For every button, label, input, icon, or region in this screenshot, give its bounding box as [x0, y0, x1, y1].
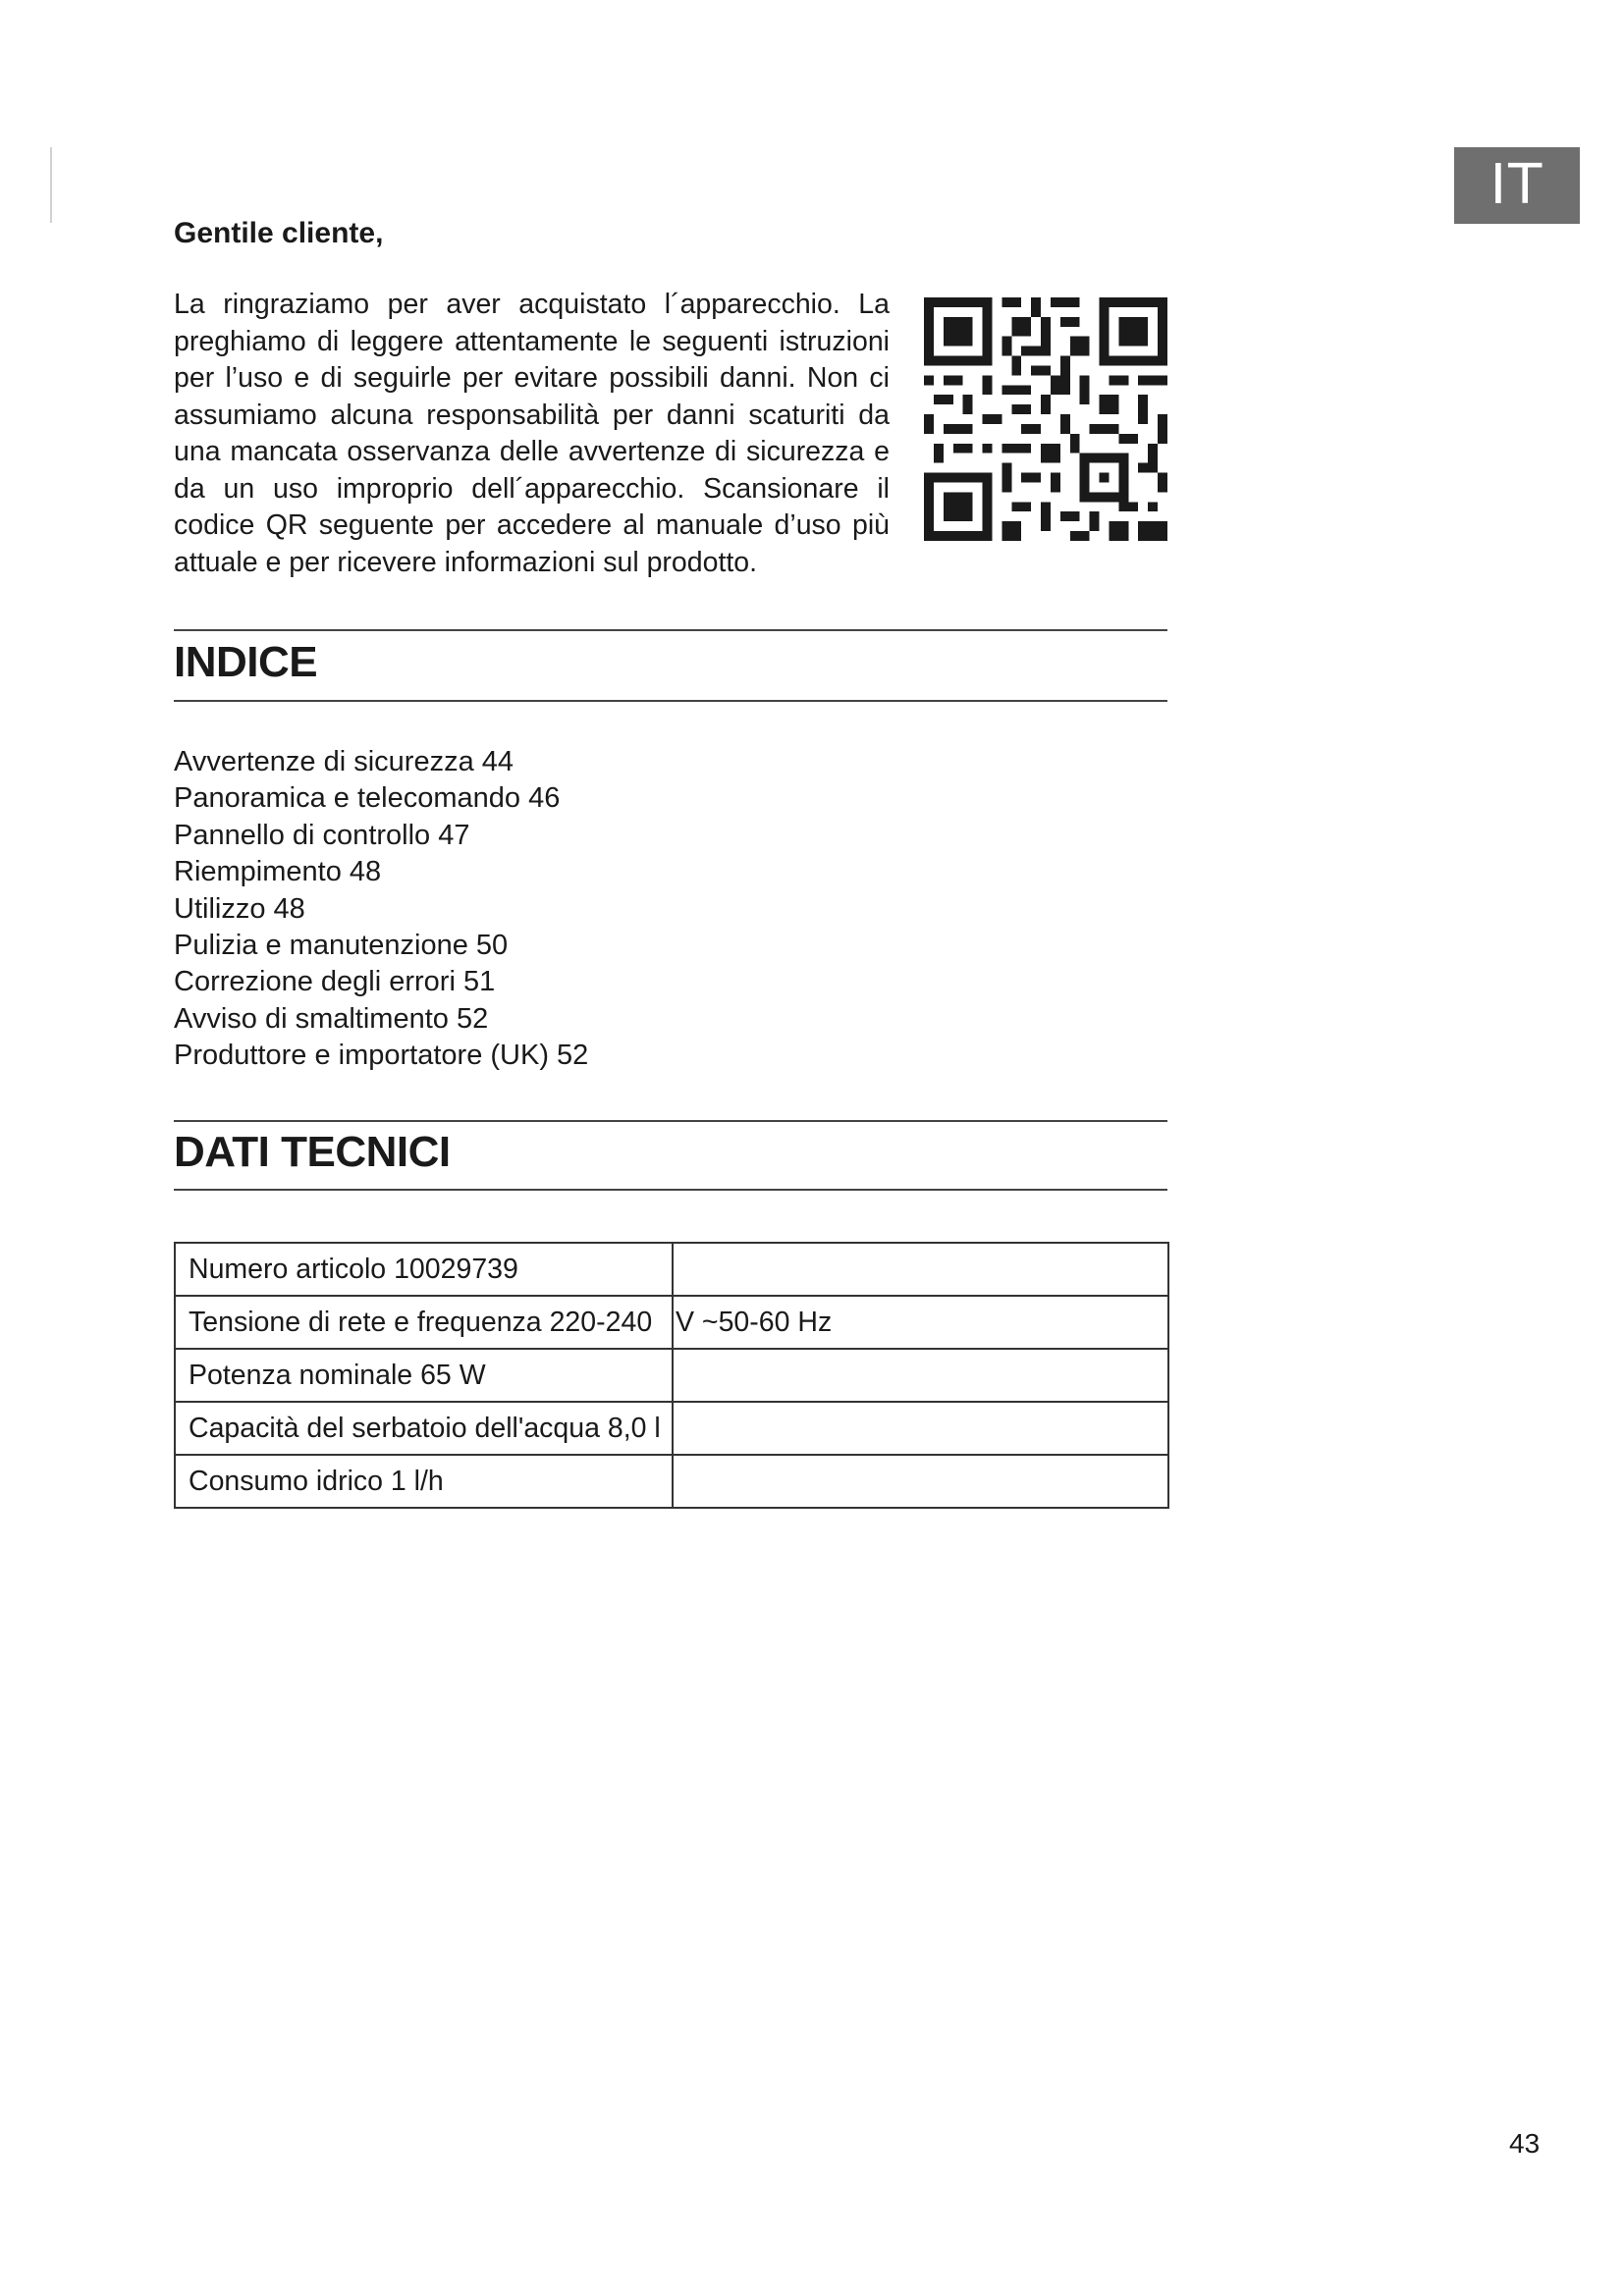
qr-code-icon [924, 297, 1167, 541]
toc-item: Riempimento 48 [174, 856, 382, 888]
table-cell: V ~50-60 Hz [673, 1296, 1168, 1349]
margin-line [50, 147, 52, 223]
technical-data-table [174, 1242, 1169, 1509]
table-cell: Numero articolo 10029739 [175, 1243, 673, 1296]
table-row [175, 1455, 1168, 1508]
page-number: 43 [1509, 2128, 1541, 2159]
table-cell: Tensione di rete e frequenza 220-240 [175, 1296, 673, 1349]
table-cell: Potenza nominale 65 W [175, 1349, 673, 1402]
index-heading: INDICE [174, 638, 318, 686]
toc-item: Produttore e importatore (UK) 52 [174, 1040, 589, 1072]
toc-item: Avviso di smaltimento 52 [174, 1002, 489, 1035]
table-of-contents [174, 744, 588, 1075]
toc-item: Utilizzo 48 [174, 892, 305, 925]
toc-item: Pannello di controllo 47 [174, 819, 470, 851]
table-cell [673, 1349, 1168, 1402]
specs-bottom-rule [174, 1189, 1167, 1191]
greeting: Gentile cliente, [174, 217, 384, 249]
index-bottom-rule [174, 700, 1167, 702]
specs-heading: DATI TECNICI [174, 1128, 451, 1176]
toc-item: Panoramica e telecomando 46 [174, 782, 561, 815]
table-row [175, 1402, 1168, 1455]
table-row [175, 1243, 1168, 1296]
table-row [175, 1349, 1168, 1402]
index-top-rule [174, 629, 1167, 631]
table-row [175, 1296, 1168, 1349]
toc-item: Pulizia e manutenzione 50 [174, 930, 509, 962]
toc-item: Correzione degli errori 51 [174, 966, 496, 998]
language-tab: IT [1454, 147, 1580, 224]
table-cell: Consumo idrico 1 l/h [175, 1455, 673, 1508]
specs-top-rule [174, 1120, 1167, 1122]
intro-paragraph: La ringraziamo per aver acquistato l´apparecchio. La preghiamo di leggere attentamente le seguenti istruzioni per l’uso e di seguirle per evitare possibili danni. Non ci assumiamo alcuna responsabilità per danni scaturiti da una mancata osservanza delle avvertenze di sicurezza e da un uso improprio dell´apparecchio. Scansionare il codice QR seguente per accedere al manuale d’uso più attuale e per ricevere informazioni sul prodotto. [174, 289, 890, 578]
table-cell: Capacità del serbatoio dell'acqua 8,0 l [175, 1402, 673, 1455]
table-cell [673, 1402, 1168, 1455]
table-cell [673, 1243, 1168, 1296]
table-cell [673, 1455, 1168, 1508]
toc-item: Avvertenze di sicurezza 44 [174, 746, 514, 777]
